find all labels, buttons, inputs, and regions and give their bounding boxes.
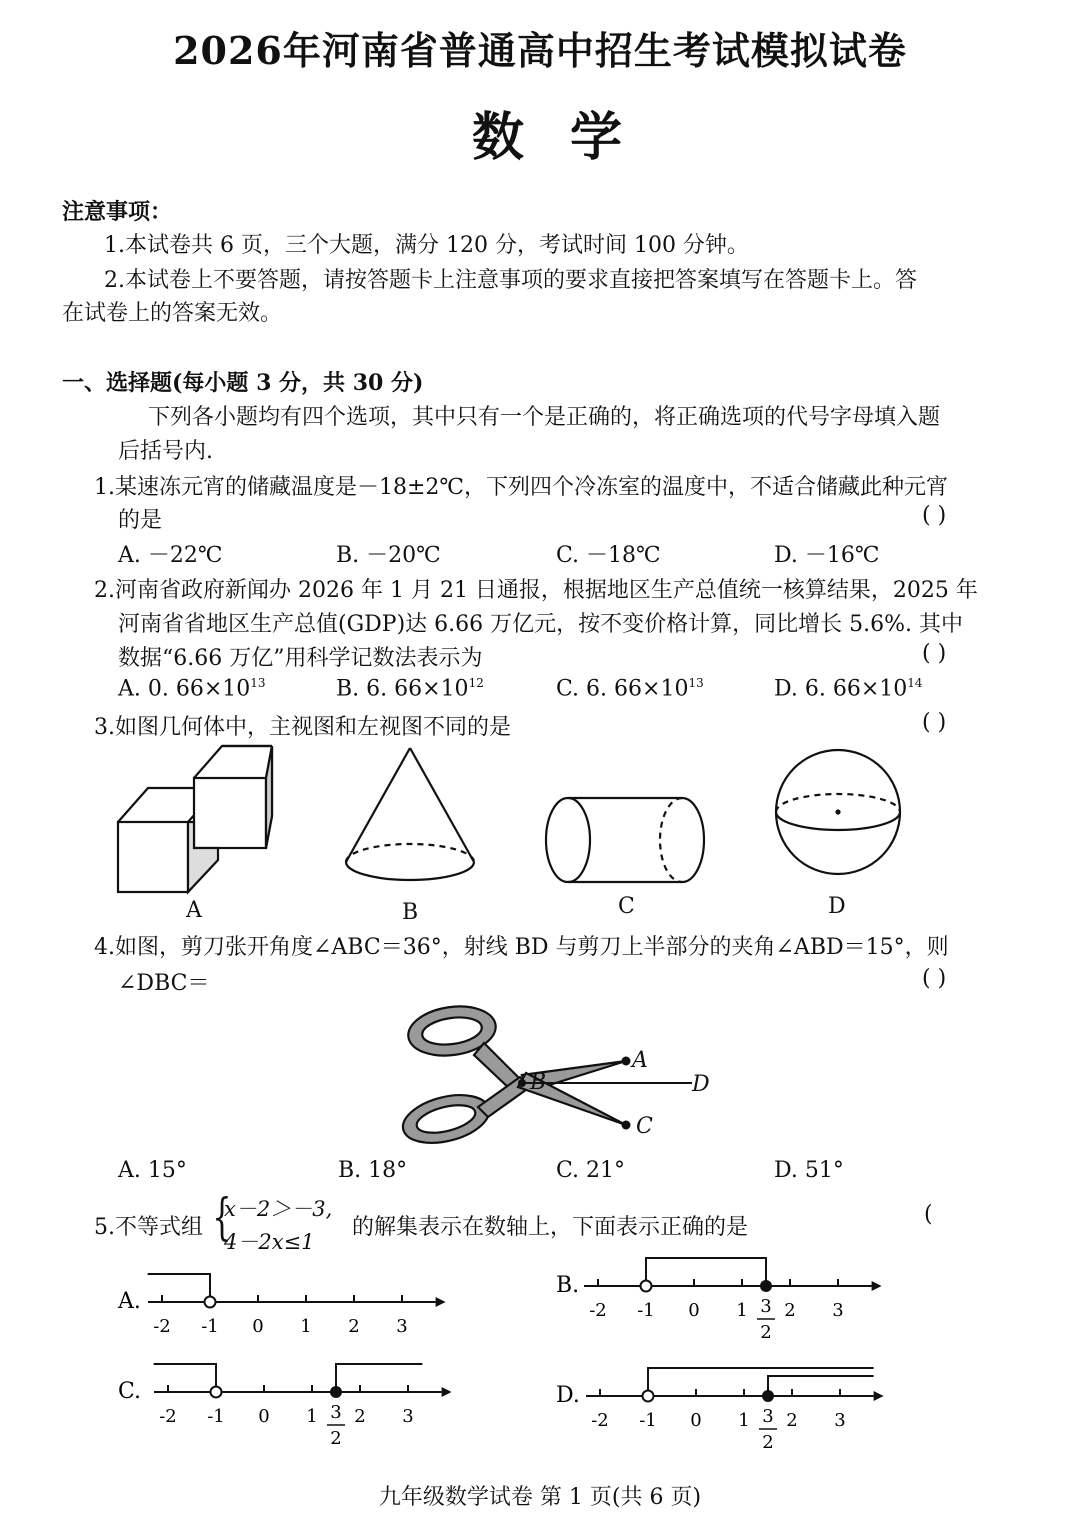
notice-item-1: 1.本试卷共 6 页，三个大题，满分 120 分，考试时间 100 分钟。 <box>104 233 749 258</box>
q2-option-d-exp: 14 <box>907 676 923 690</box>
arrow-head <box>442 1387 452 1397</box>
range-bracket-right <box>336 1364 422 1390</box>
tick-label: 1 <box>736 1300 748 1321</box>
q1-stem-line-2: 的是 <box>118 508 163 533</box>
tick-label: 3 <box>834 1410 846 1431</box>
open-point <box>211 1387 222 1398</box>
q2-option-a-exp: 13 <box>250 676 266 690</box>
open-point <box>643 1391 654 1402</box>
arrow-head <box>436 1297 446 1307</box>
figure-d-sphere <box>776 750 900 874</box>
point-d-label: D <box>692 1072 710 1097</box>
tick-label: -2 <box>159 1406 177 1427</box>
q5-inequality-1: x－2＞－3, <box>224 1197 333 1221</box>
q4-stem-line-1: 4.如图，剪刀张开角度∠ABC＝36°，射线 BD 与剪刀上半部分的夹角∠ABD＝15°，则 <box>94 935 949 960</box>
q2-stem-line-3: 数据“6.66 万亿”用科学记数法表示为 <box>118 646 483 671</box>
closed-point <box>760 1280 772 1292</box>
q4-option-d: D. 51° <box>774 1158 844 1183</box>
tick-label: 1 <box>300 1316 312 1337</box>
figure-b-cone <box>346 748 474 880</box>
fraction-numerator: 3 <box>760 1296 772 1317</box>
q3-stem: 3.如图几何体中，主视图和左视图不同的是 <box>94 715 511 740</box>
notice-heading: 注意事项： <box>62 199 173 225</box>
tick-label: -1 <box>201 1316 219 1337</box>
tick-label: 0 <box>258 1406 270 1427</box>
closed-point <box>762 1390 774 1402</box>
subject-title: 数学 <box>471 107 668 168</box>
range-bracket-left <box>154 1364 216 1390</box>
tick-label: -1 <box>637 1300 655 1321</box>
section-1-intro-line-1: 下列各小题均有四个选项，其中只有一个是正确的，将正确选项的代号字母填入题 <box>148 405 941 430</box>
tick-label: 2 <box>354 1406 366 1427</box>
fraction-denominator: 2 <box>330 1428 342 1449</box>
q5-prefix: 5.不等式组 <box>94 1215 203 1240</box>
q1-answer-paren: ( ) <box>922 503 947 528</box>
q2-option-d-label: D. 6. 66×10 <box>774 676 908 702</box>
q1-option-a: A. －22℃ <box>118 543 223 568</box>
q2-option-b-exp: 12 <box>468 676 484 690</box>
q5-answer-paren: ( <box>924 1202 933 1227</box>
option-letter: B. <box>556 1273 580 1298</box>
q4-stem-line-2: ∠DBC＝ <box>118 971 210 996</box>
section-1-heading: 一、选择题(每小题 3 分，共 30 分) <box>62 370 424 396</box>
q4-answer-paren: ( ) <box>922 966 947 991</box>
tick-label: -1 <box>639 1410 657 1431</box>
q2-option-a-label: A. 0. 66×10 <box>118 676 251 702</box>
tick-label: 3 <box>402 1406 414 1427</box>
q2-option-c-exp: 13 <box>688 676 704 690</box>
q2-option-c <box>556 676 704 701</box>
q1-option-c: C. －18℃ <box>556 543 661 568</box>
q3-label-b: B <box>402 900 419 925</box>
tick-label: 1 <box>738 1410 750 1431</box>
q3-label-c: C <box>618 894 635 919</box>
q4-option-a: A. 15° <box>118 1158 187 1183</box>
exam-title: 2026年河南省普通高中招生考试模拟试卷 <box>173 28 907 73</box>
q2-option-b <box>336 676 484 701</box>
tick-label: 3 <box>832 1300 844 1321</box>
tick-label: 2 <box>348 1316 360 1337</box>
section-1-intro-line-2: 后括号内. <box>118 439 213 464</box>
point-c-label: C <box>636 1114 653 1139</box>
range-bracket-right <box>768 1376 874 1394</box>
q2-stem-line-1: 2.河南省政府新闻办 2026 年 1 月 21 日通报，根据地区生产总值统一核算结果，2025 年 <box>94 578 978 603</box>
q2-answer-paren: ( ) <box>922 641 947 666</box>
q2-option-b-label: B. 6. 66×10 <box>336 676 469 702</box>
range-bracket <box>646 1258 766 1284</box>
page-footer: 九年级数学试卷 第 1 页(共 6 页) <box>378 1485 702 1510</box>
q1-option-d: D. －16℃ <box>774 543 880 568</box>
q5-suffix: 的解集表示在数轴上，下面表示正确的是 <box>352 1215 749 1240</box>
arrow-head <box>872 1281 882 1291</box>
q5-number-lines <box>0 1240 1080 1470</box>
fraction-denominator: 2 <box>760 1322 772 1343</box>
q4-option-b: B. 18° <box>338 1158 408 1183</box>
q3-label-d: D <box>828 894 846 919</box>
fraction-numerator: 3 <box>762 1406 774 1427</box>
q2-stem-line-2: 河南省省地区生产总值(GDP)达 6.66 万亿元，按不变价格计算，同比增长 5.6%. 其中 <box>118 612 964 637</box>
tick-label: 2 <box>784 1300 796 1321</box>
q2-option-c-label: C. 6. 66×10 <box>556 676 689 702</box>
tick-label: 0 <box>688 1300 700 1321</box>
tick-label: -2 <box>589 1300 607 1321</box>
option-letter: D. <box>556 1383 580 1408</box>
figure-c-cylinder <box>546 798 704 882</box>
tick-label: -2 <box>153 1316 171 1337</box>
tick-label: 0 <box>690 1410 702 1431</box>
q5-brace: { <box>212 1188 232 1246</box>
q3-figures <box>0 740 1080 925</box>
option-letter: C. <box>118 1379 142 1404</box>
notice-item-2-line-2: 在试卷上的答案无效。 <box>62 301 283 326</box>
q4-option-c: C. 21° <box>556 1158 626 1183</box>
tick-label: 3 <box>396 1316 408 1337</box>
closed-point <box>330 1386 342 1398</box>
q4-scissors-figure <box>380 995 740 1155</box>
tick-label: -2 <box>591 1410 609 1431</box>
q5-inequality-2: 4－2x≤1 <box>224 1230 315 1254</box>
point-b-label: B <box>530 1070 547 1095</box>
q1-stem-line-1: 1.某速冻元宵的储藏温度是－18±2℃，下列四个冷冻室的温度中，不适合储藏此种元宵 <box>94 475 949 500</box>
arrow-head <box>874 1391 884 1401</box>
range-bracket <box>148 1274 210 1300</box>
q3-label-a: A <box>186 898 202 923</box>
figure-a-cubes <box>118 746 272 892</box>
point-a-label: A <box>632 1048 648 1073</box>
q2-option-a <box>118 676 266 701</box>
open-point <box>205 1297 216 1308</box>
open-point <box>641 1281 652 1292</box>
tick-label: 0 <box>252 1316 264 1337</box>
option-letter: A. <box>118 1289 141 1314</box>
q2-option-d <box>774 676 923 701</box>
q3-answer-paren: ( ) <box>922 710 947 735</box>
q1-option-b: B. －20℃ <box>336 543 441 568</box>
fraction-denominator: 2 <box>762 1432 774 1453</box>
fraction-numerator: 3 <box>330 1402 342 1423</box>
tick-label: 2 <box>786 1410 798 1431</box>
tick-label: 1 <box>306 1406 318 1427</box>
notice-item-2-line-1: 2.本试卷上不要答题，请按答题卡上注意事项的要求直接把答案填写在答题卡上。答 <box>104 268 917 293</box>
tick-label: -1 <box>207 1406 225 1427</box>
